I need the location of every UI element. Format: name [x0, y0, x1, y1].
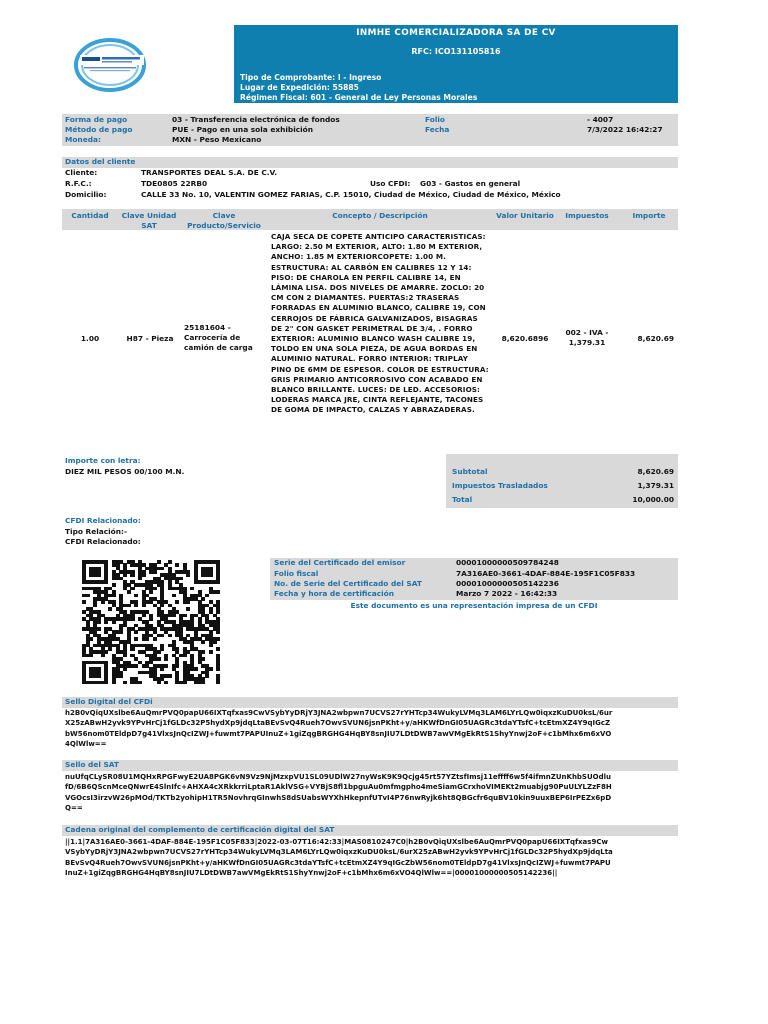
qr-module [201, 650, 205, 654]
qr-module [168, 560, 172, 564]
serie-sat-value: 00001000000505142236 [456, 579, 559, 588]
qr-module [97, 620, 101, 624]
qr-module [134, 594, 138, 598]
qr-module [175, 563, 179, 567]
qr-module [142, 614, 146, 618]
item-clave-unidad: H87 - Pieza [126, 334, 174, 343]
qr-module [209, 573, 213, 577]
sello-cfdi-title: Sello Digital del CFDi [65, 697, 153, 706]
qr-module [190, 587, 194, 591]
qr-module [86, 594, 90, 598]
qr-module [216, 681, 220, 685]
qr-module [157, 650, 161, 654]
col-cantidad: Cantidad [71, 211, 109, 220]
qr-module [127, 604, 131, 608]
impuestos-trasladados-label: Impuestos Trasladados [452, 481, 548, 490]
cfdi-relacionado-heading: CFDI Relacionado: [65, 516, 141, 525]
qr-module [168, 674, 172, 678]
qr-module [119, 674, 123, 678]
metodo-pago-value: PUE - Pago en una sola exhibición [172, 125, 313, 134]
sello-cfdi-band [62, 697, 678, 708]
qr-module [183, 654, 187, 658]
folio-value: - 4007 [587, 115, 614, 124]
cliente-label: Cliente: [65, 168, 98, 177]
qr-module [89, 654, 93, 658]
qr-module [104, 681, 108, 685]
cadena-original-value: ||1.1|7A316AE0-3661-4DAF-884E-195F1C05F833|2022-03-07T16:42:33|MAS0810247C0|h2B0vQiqUXslbe6AuQmrPVQ0papU66IXTqfxas9CwVSybYyDRjY3JNA2wbpwn7UCVS27rYHTcp34WukyLVMq3LAM6LYrLQw0iqxzKuDU0ksL/6urX25zABwH2yvk9YPvHrCj1fGLDc32P5hydXp9jdqLtaBEvSvQ4Rueh7OwvSVUN6jsnPKht+y/aHKWfDnGI05UAGRc3tdaYTsfC+tcEtmXZ4Y9qIGcZbW56nom0TEldpD7g41VlxsJnQcIZWJ+fuwmt7PAPUInuZ+1giZqgBRGHG4HqBY8snJIU7LDtDWB7awVMgEkRtS1ShyYnwj2oF+c1bMhx6m6xVO4QlWlw==|00001000000505142236|| [65, 838, 613, 878]
qr-module [123, 667, 127, 671]
qr-module [93, 604, 97, 608]
qr-module [134, 664, 138, 668]
qr-module [112, 681, 116, 685]
qr-module [108, 607, 112, 611]
qr-module [216, 610, 220, 614]
col-clave-producto: Clave Producto/Servicio [187, 211, 261, 230]
qr-module [138, 577, 142, 581]
sello-sat-title: Sello del SAT [65, 760, 119, 769]
qr-module [134, 604, 138, 608]
qr-module [130, 573, 134, 577]
qr-module [89, 637, 93, 641]
importe-letra-label: Importe con letra: [65, 456, 141, 465]
company-logo [70, 33, 160, 95]
qr-module [97, 573, 101, 577]
forma-pago-label: Forma de pago [65, 115, 128, 124]
qr-module [119, 630, 123, 634]
regimen-fiscal: Régimen Fiscal: 601 - General de Ley Personas Morales [240, 93, 478, 103]
qr-module [179, 577, 183, 581]
qr-module [216, 590, 220, 594]
cfdi-note: Este documento es una representación impresa de un CFDI [350, 601, 598, 610]
qr-module [186, 607, 190, 611]
col-impuestos: Impuestos [565, 211, 609, 220]
fecha-label: Fecha [425, 125, 450, 134]
qr-module [157, 681, 161, 685]
qr-module [216, 630, 220, 634]
qr-module [183, 681, 187, 685]
item-importe: 8,620.69 [637, 334, 674, 343]
qr-module [112, 583, 116, 587]
qr-module [205, 674, 209, 678]
col-valor-unitario: Valor Unitario [496, 211, 554, 220]
qr-module [201, 681, 205, 685]
subtotal-label: Subtotal [452, 467, 488, 476]
col-concepto: Concepto / Descripción [332, 211, 428, 220]
qr-module [130, 647, 134, 651]
fecha-value: 7/3/2022 16:42:27 [587, 125, 663, 134]
tipo-comprobante: Tipo de Comprobante: I - Ingreso [240, 73, 382, 82]
qr-module [160, 567, 164, 571]
qr-module [194, 667, 198, 671]
uso-cfdi-label: Uso CFDI: [370, 179, 411, 188]
invoice-header [234, 25, 678, 103]
qr-module [157, 657, 161, 661]
serie-sat-label: No. de Serie del Certificado del SAT [274, 579, 422, 588]
fecha-cert-label: Fecha y hora de certificación [274, 589, 394, 598]
qr-module [160, 634, 164, 638]
sello-sat-band [62, 760, 678, 771]
col-importe: Importe [632, 211, 666, 220]
qr-module [97, 674, 101, 678]
item-clave-producto: 25181604 - Carrocería de camión de carga [184, 323, 253, 353]
rfc-value: TDE0805 22RB0 [141, 179, 208, 188]
qr-module [149, 617, 153, 621]
qr-module [130, 617, 134, 621]
payment-info-band [62, 114, 678, 146]
cliente-value: TRANSPORTES DEAL S.A. DE C.V. [141, 168, 278, 177]
total-label: Total [452, 495, 473, 504]
qr-module [153, 587, 157, 591]
qr-module [201, 597, 205, 601]
item-cantidad: 1.00 [80, 334, 100, 343]
qr-module [183, 614, 187, 618]
uso-cfdi-value: G03 - Gastos en general [420, 179, 521, 188]
qr-module [130, 587, 134, 591]
qr-module [186, 573, 190, 577]
col-clave-unidad: Clave Unidad SAT [121, 211, 177, 230]
lugar-expedicion: Lugar de Expedición: 55885 [240, 83, 359, 93]
qr-module [175, 664, 179, 668]
metodo-pago-label: Método de pago [65, 125, 133, 134]
company-name: INMHE COMERCIALIZADORA SA DE CV [356, 28, 556, 38]
item-descripcion: CAJA SECA DE COPETE ANTICIPO CARACTERISTICAS: LARGO: 2.50 M EXTERIOR, ALTO: 1.80 M EXTERIOR, ANCHO: 1.85 M EXTERIORCOPETE: 1.00 M. ESTRUCTURA: AL CARBÓN EN CALIBRES 12 Y 14: PISO: DE CHAROLA EN PERFIL CALIBRE 14, EN LÁMINA LISA. DOS NIVELES DE AMARRE. ZOCLO: 20 CM CON 2 DIAMANTES. PUERTAS:2 TRASERAS FORRADAS EN ALUMINIO BLANCO, CALIBRE 19, CON CERROJOS DE FÁBRICA GALVANIZADOS, BISAGRAS DE 2" CON GASKET PERIMETRAL DE 3/4, . FORRO EXTERIOR: ALUMINIO BLANCO WASH CALIBRE 19, TOLDO EN UNA SOLA PIEZA, DE AGUA BORDAS EN ALUMINIO NATURAL. FORRO INTERIOR: TRIPLAY PINO DE 6MM DE ESPESOR. COLOR DE ESTRUCTURA: GRIS PRIMARIO ANTICORROSIVO CON ACABADO EN BLANCO BRILLANTE. LUCES: DE LED. ACCESORIOS: LODERAS MARCA JRE, CINTA REFLEJANTE, TACONES DE GOMA DE IMPACTO, CALZAS Y ABRAZADERAS. [271, 232, 489, 415]
qr-module [209, 667, 213, 671]
cfdi-relacionado: CFDI Relacionado: [65, 537, 141, 546]
tipo-relacion: Tipo Relación:- [65, 527, 128, 536]
fecha-cert-value: Marzo 7 2022 - 16:42:33 [456, 589, 558, 598]
qr-module [216, 580, 220, 584]
qr-module [134, 637, 138, 641]
qr-module [160, 604, 164, 608]
moneda-value: MXN - Peso Mexicano [172, 135, 262, 144]
qr-code [82, 560, 220, 684]
total-value: 10,000.00 [632, 495, 674, 504]
qr-module [164, 657, 168, 661]
serie-emisor-label: Serie del Certificado del emisor [274, 558, 406, 567]
qr-module [216, 667, 220, 671]
qr-module [201, 657, 205, 661]
qr-module [164, 681, 168, 685]
serie-emisor-value: 00001000000509784248 [456, 558, 559, 567]
folio-fiscal-value: 7A316AE0-3661-4DAF-884E-195F1C05F833 [456, 569, 636, 578]
qr-module [101, 654, 105, 658]
subtotal-value: 8,620.69 [637, 467, 674, 476]
qr-module [153, 637, 157, 641]
qr-module [142, 604, 146, 608]
qr-module [134, 630, 138, 634]
qr-module [172, 594, 176, 598]
item-impuestos: 002 - IVA - 1,379.31 [565, 328, 609, 348]
qr-module [205, 594, 209, 598]
qr-module [104, 580, 108, 584]
impuestos-trasladados-value: 1,379.31 [637, 481, 674, 490]
qr-module [127, 590, 131, 594]
qr-module [160, 647, 164, 651]
folio-fiscal-label: Folio fiscal [274, 569, 319, 578]
qr-module [108, 647, 112, 651]
qr-module [172, 614, 176, 618]
domicilio-value: CALLE 33 No. 10, VALENTIN GOMEZ FARIAS, C.P. 15010, Ciudad de México, Ciudad de México, México [141, 190, 561, 199]
qr-module [104, 650, 108, 654]
qr-module [112, 620, 116, 624]
qr-module [123, 573, 127, 577]
qr-module [201, 640, 205, 644]
qr-module [142, 573, 146, 577]
qr-module [149, 590, 153, 594]
cadena-original-title: Cadena original del complemento de certificación digital del SAT [65, 825, 335, 834]
qr-module [175, 600, 179, 604]
sello-sat-value: nuUfqCLySR08U1MQHxRPGFwyE2UA8PGK6vN9Vz9NjMzxpVU1SL09UDlW27nyWsK9K9Qcjg45rt57YZtsfImsj11effff6w5f4ifmnZUnKhbSUOdlufD/6B6QScnMceQNwrE4SlnIfc+AHXA4cXRkkrriLptaR1AklVSG+VYBjS8fl1bpguAu0mfmgpho4meSiamGCrxhoVIMEKt2muabjg90PuULYLZzF8HVGOcsI3irzvW26pMOd/TKTb2yohipH1TR5NovhrqGInwhS8dSUabsWYXhHkepnfUTvI4P76nwRyjk6ht8QBGcfr6quBV10kin9uuxBEP6IrPEZx6pDQ== [65, 773, 612, 813]
qr-module [104, 620, 108, 624]
domicilio-label: Domicilio: [65, 190, 107, 199]
rfc-label: R.F.C.: [65, 179, 92, 188]
qr-module [213, 640, 217, 644]
qr-module [97, 627, 101, 631]
qr-module [123, 681, 127, 685]
client-section-title: Datos del cliente [65, 157, 136, 166]
importe-letra-value: DIEZ MIL PESOS 00/100 M.N. [65, 467, 185, 476]
qr-module [157, 560, 161, 564]
qr-module [101, 600, 105, 604]
company-rfc: RFC: ICO131105816 [411, 47, 501, 56]
qr-module [82, 600, 86, 604]
qr-module [153, 570, 157, 574]
item-valor-unitario: 8,620.6896 [501, 334, 549, 343]
qr-module [112, 594, 116, 598]
moneda-label: Moneda: [65, 135, 101, 144]
folio-label: Folio [425, 115, 445, 124]
qr-module [164, 664, 168, 668]
sello-cfdi-value: h2B0vQiqUXslbe6AuQmrPVQ0papU66IXTqfxas9CwVSybYyDRjY3JNA2wbpwn7UCVS27rYHTcp34WukyLVMq3LAM6LYrLQw0iqxzKuDU0ksL/6urX25zABwH2yvk9YPvHrCj1fGLDc32P5hydXp9jdqLtaBEvSvQ4Rueh7OwvSVUN6jsnPKht+y/aHKWfDnGI05UAGRc3tdaYTsfC+tcEtmXZ4Y9qIGcZbW56nom0TEldpD7g41VlxsJnQcIZWJ+fuwmt7PAPUInuZ+1giZqgBRGHG4HqBY8snJIU7LDtDWB7awVMgEkRtS1ShyYnwj2oF+c1bMhx6m6xVO4QlWlw== [65, 709, 613, 749]
qr-module [186, 600, 190, 604]
qr-module [168, 634, 172, 638]
qr-module [160, 667, 164, 671]
qr-module [216, 637, 220, 641]
client-section-band [62, 157, 678, 168]
qr-module [145, 637, 149, 641]
qr-module [216, 647, 220, 651]
qr-module [209, 644, 213, 648]
qr-module [138, 681, 142, 685]
qr-module [123, 654, 127, 658]
qr-module [209, 650, 213, 654]
forma-pago-value: 03 - Transferencia electrónica de fondos [172, 115, 340, 124]
